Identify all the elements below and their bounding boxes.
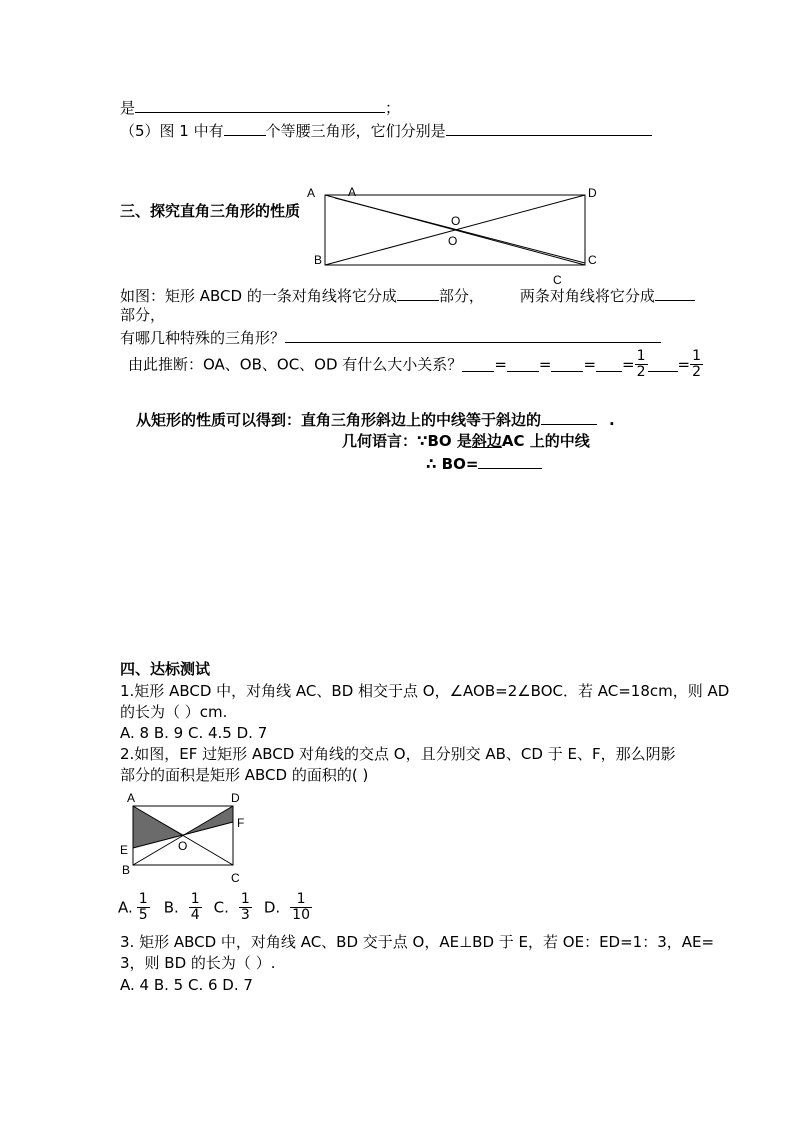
q2-option-d-fraction: $\frac{1}{10}$ [292,891,310,923]
q2-shaded-rectangle-figure [118,790,253,885]
label-c: C [588,253,597,267]
section-3-heading: 三、探究直角三角形的性质 [120,202,301,220]
therefore-line [426,454,542,473]
eq-blank-5[interactable] [648,357,678,372]
eq-blank-1[interactable] [462,357,494,372]
section-3-line-3 [120,328,661,347]
q2-line-1: 2.如图，EF 过矩形 ABCD 对角线的交点 O，且分别交 AB、CD 于 E、F，那么阴影 [120,745,676,763]
conclusion-text: 从矩形的性质可以得到：直角三角形斜边上的中线等于斜边的 [136,411,542,429]
line1-text-a: 如图：矩形 ABCD 的一条对角线将它分成 [120,287,397,305]
conclusion-period: . [609,411,615,429]
q5-list-blank[interactable] [446,121,652,136]
label-d: D [588,186,597,200]
q2-option-b-letter: B. [163,898,179,917]
eq-sign-5: = [677,355,691,374]
label-a-second: A [348,185,357,199]
small-label-e: E [120,843,129,857]
q5-text-1: （5）图 1 中有 [120,122,224,140]
q5-line [120,121,652,140]
rectangle-diagonals-figure [300,180,610,288]
q2-option-d-letter: D. [263,898,281,917]
line3-blank[interactable] [285,328,661,343]
small-label-o: O [178,839,188,853]
diagonal-ac-second [335,198,585,263]
small-label-b: B [122,863,131,877]
q2-options [118,890,312,926]
section-4-heading: 四、达标测试 [120,660,211,678]
q2-option-c-fraction: $\frac{1}{3}$ [240,891,250,923]
eq-blank-2[interactable] [507,357,539,372]
label-c-second: C [553,273,562,287]
geo-text-c: AC 上的中线 [501,432,590,450]
therefore-blank[interactable] [478,454,542,469]
fraction-half-1: $\frac{1}{2}$ [636,348,646,380]
small-label-c: C [231,871,240,885]
eq-blank-4[interactable] [596,357,622,372]
small-label-f: F [237,816,245,830]
q2-option-c-letter: C. [213,898,229,917]
section-3-line-2: 部分， [120,306,166,324]
section-3-line-4 [128,348,703,384]
eq-blank-3[interactable] [551,357,583,372]
eq-sign-1: = [494,355,507,374]
geo-text-a: 几何语言：∵BO 是 [342,432,472,450]
q4-prefix: 是 [120,99,136,117]
label-a-corner: A [307,186,316,200]
line1-text-c: 两条对角线将它分成 [519,287,655,305]
q5-text-2: 个等腰三角形，它们分别是 [265,122,446,140]
eq-sign-4: = [622,355,635,374]
q2-option-a-letter: A. [118,898,133,917]
conclusion-blank[interactable] [541,410,597,425]
q4-suffix: ； [385,99,401,117]
q4-answer-line [120,98,400,117]
line1-blank-2[interactable] [655,286,695,301]
line1-text-b: 部分， [438,287,484,305]
q1-options: A. 8 B. 9 C. 4.5 D. 7 [120,724,268,742]
q3-options: A. 4 B. 5 C. 6 D. 7 [120,976,253,994]
q1-line-2: 的长为（ ）cm. [120,703,228,721]
q4-blank[interactable] [135,98,385,113]
q3-line-2: 3，则 BD 的长为（ ）. [120,954,276,972]
q5-count-blank[interactable] [224,121,266,136]
conclusion-line [136,410,615,429]
q2-line-2: 部分的面积是矩形 ABCD 的面积的( ) [120,766,369,784]
line1-blank-1[interactable] [397,286,439,301]
q3-line-1: 3. 矩形 ABCD 中，对角线 AC、BD 交于点 O，AE⊥BD 于 E，若 OE：ED=1：3，AE= [120,933,715,951]
eq-sign-3: = [583,355,597,374]
eq-sign-2: = [538,355,552,374]
q1-line-1: 1.矩形 ABCD 中，对角线 AC、BD 相交于点 O，∠AOB=2∠BOC．若 AC=18cm，则 AD [120,682,730,700]
label-o-second: O [448,234,458,248]
q2-option-b-fraction: $\frac{1}{4}$ [190,891,200,923]
therefore-text: ∴ BO= [426,455,479,473]
label-o-first: O [451,214,461,228]
small-label-d: D [231,791,240,805]
small-label-a: A [127,791,136,805]
label-b: B [314,253,323,267]
geometry-language-line [342,432,590,450]
q2-option-a-fraction: $\frac{1}{5}$ [138,891,148,923]
section-3-line-1 [120,286,695,305]
line4-text: 由此推断：OA、OB、OC、OD 有什么大小关系？ [128,355,463,374]
fraction-half-2: $\frac{1}{2}$ [692,348,702,380]
geo-text-hypotenuse: 斜边 [471,432,502,450]
line3-text: 有哪几种特殊的三角形？ [120,329,286,347]
